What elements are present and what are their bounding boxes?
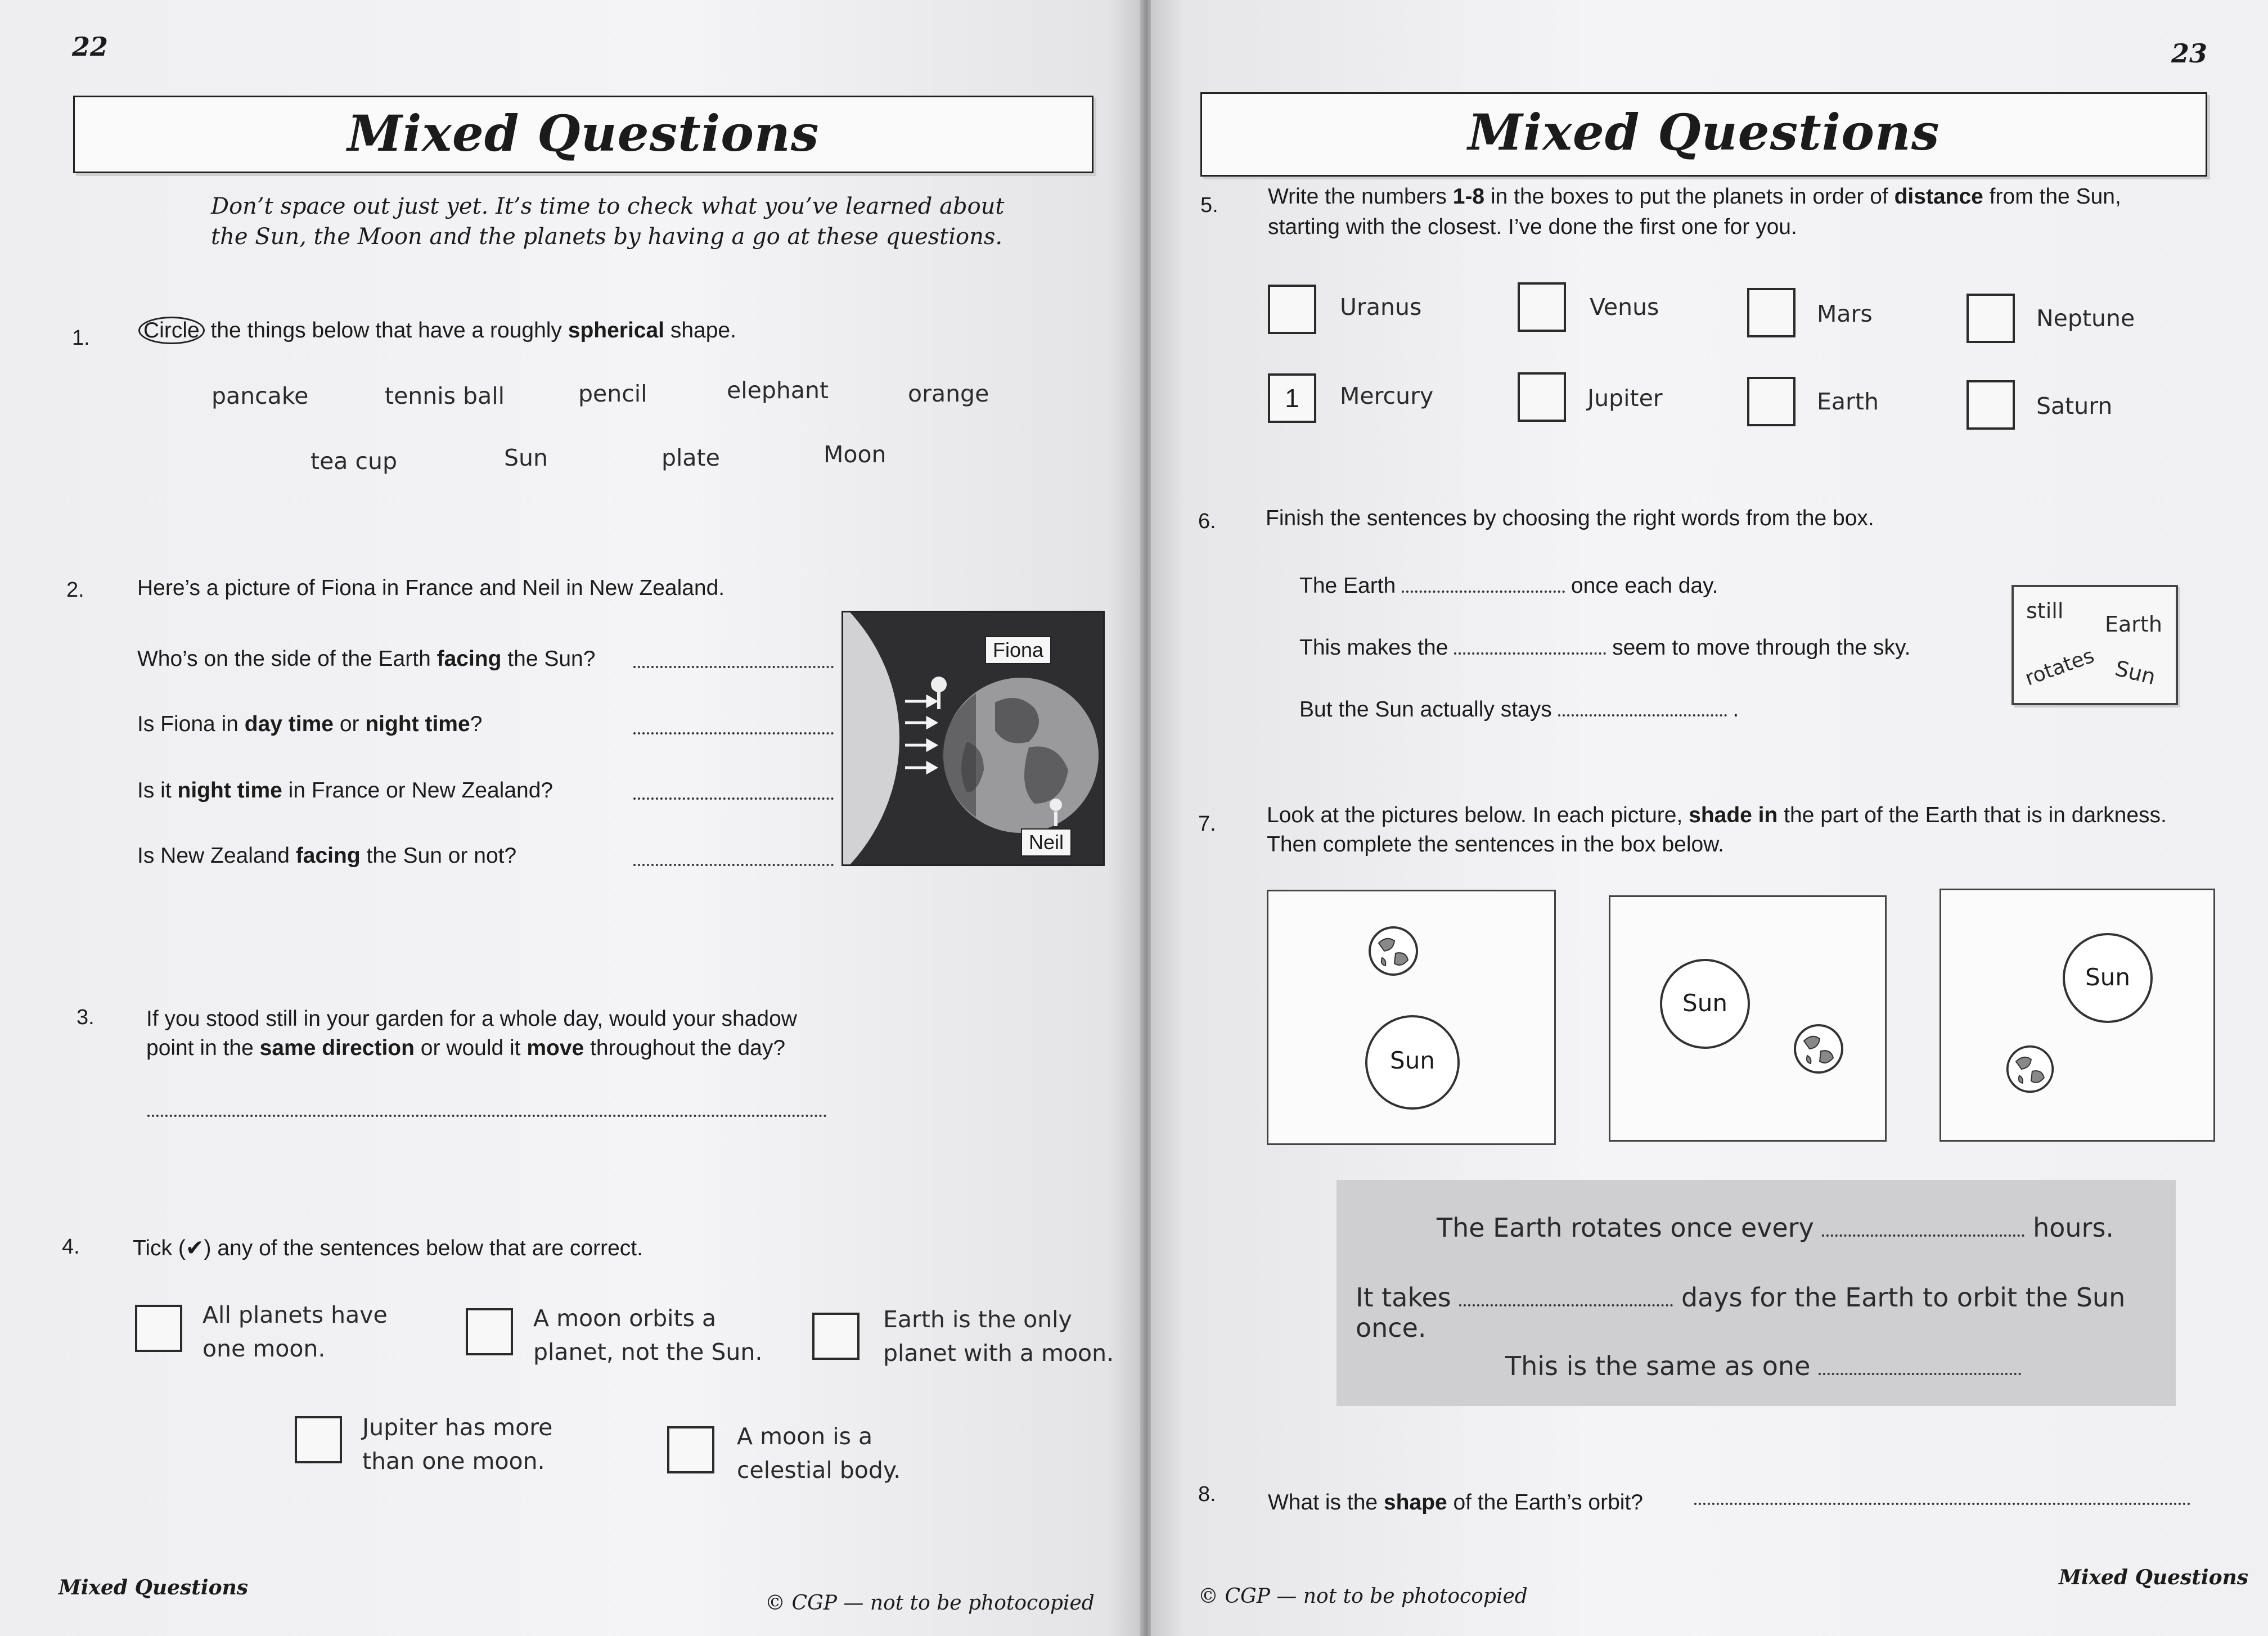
question-text-part: in France or New Zealand?	[282, 778, 554, 803]
option-line: All planets have	[202, 1301, 388, 1328]
item-moon[interactable]: Moon	[824, 441, 886, 468]
sun-circle	[2063, 933, 2153, 1023]
page-title-box	[73, 96, 1094, 173]
option-1	[202, 1298, 388, 1365]
question-text-part: the Sun or not?	[360, 844, 517, 868]
question-text-part: But the Sun actually stays	[1299, 697, 1558, 722]
bold-word: facing	[436, 647, 502, 671]
intro-line-2: the Sun, the Moon and the planets by having a go at these questions.	[211, 224, 1003, 250]
order-box-mercury[interactable]: 1	[1268, 373, 1316, 423]
question-text-part: or would it	[414, 1036, 527, 1060]
earth-icon	[1366, 924, 1420, 978]
question-3-line-1: If you stood still in your garden for a whole day, would your shadow	[146, 1007, 797, 1031]
question-text-part: seem to move through the sky.	[1606, 636, 1911, 660]
order-box-jupiter[interactable]	[1518, 372, 1566, 422]
sun-circle	[1365, 1015, 1460, 1110]
answer-line-days[interactable]	[1459, 1304, 1673, 1306]
tick-box[interactable]	[812, 1313, 860, 1360]
answer-line-hours[interactable]	[1822, 1234, 2024, 1237]
question-text-part: shape.	[664, 318, 736, 342]
answer-line-6a[interactable]	[1402, 591, 1565, 593]
sun-label: Sun	[1390, 1047, 1435, 1074]
orbit-picture-2	[1609, 895, 1887, 1142]
answer-line-8[interactable]	[1694, 1503, 2190, 1505]
question-text-part: from the Sun,	[1983, 184, 2121, 209]
question-text-part: The Earth rotates once every	[1437, 1213, 1822, 1243]
question-2a	[137, 645, 595, 674]
sun-label: Sun	[1682, 989, 1727, 1017]
summary-sentence-2	[1356, 1282, 2176, 1343]
option-line: planet with a moon.	[883, 1340, 1114, 1367]
question-8-text	[1268, 1488, 1643, 1517]
question-text-part: The Earth	[1299, 574, 1402, 598]
bold-word: day time	[244, 712, 334, 736]
tick-box[interactable]	[466, 1308, 513, 1355]
sun-label: Sun	[2085, 963, 2130, 991]
sentence-6a	[1299, 571, 1718, 601]
bold-word: spherical	[568, 318, 665, 342]
question-text-part: ?	[470, 712, 483, 736]
planet-saturn: Saturn	[2036, 393, 2113, 420]
option-4	[362, 1410, 552, 1478]
question-4-text: Tick (✔) any of the sentences below that are correct.	[133, 1236, 643, 1260]
tick-box[interactable]	[667, 1426, 714, 1473]
option-line: A moon is a	[737, 1423, 873, 1450]
question-text-part: Is it	[137, 778, 178, 803]
question-text-part: once each day.	[1565, 574, 1718, 598]
page-title: Mixed Questions	[347, 104, 820, 163]
sentence-6b	[1299, 633, 1910, 662]
question-text-part: Write the numbers	[1268, 184, 1453, 209]
question-text-part: or	[334, 712, 366, 736]
question-number: 4.	[62, 1235, 80, 1259]
option-line: than one moon.	[362, 1448, 545, 1475]
intro-line-1: Don’t space out just yet. It’s time to check what you’ve learned about	[211, 193, 1005, 219]
planet-mercury: Mercury	[1340, 382, 1434, 409]
question-5-line-2: starting with the closest. I’ve done the first one for you.	[1268, 215, 1797, 239]
question-number: 3.	[76, 1006, 94, 1029]
orbit-picture-3	[1940, 889, 2215, 1142]
footer-copyright: © CGP — not to be photocopied	[765, 1592, 1095, 1615]
footer-copyright: © CGP — not to be photocopied	[1198, 1585, 1528, 1608]
question-number: 1.	[72, 326, 90, 350]
page-title: Mixed Questions	[1468, 103, 1940, 161]
question-text-part: the things below that have a roughly	[204, 318, 568, 342]
question-text-part: Who’s on the side of the Earth	[137, 647, 437, 671]
tick-box[interactable]	[295, 1416, 342, 1463]
question-3-line-2	[146, 1034, 785, 1063]
word-earth: Earth	[2105, 612, 2162, 637]
order-box-mars[interactable]	[1747, 288, 1796, 337]
question-7-line-1	[1267, 801, 2167, 830]
question-text-part: hours.	[2024, 1213, 2114, 1243]
sun-circle	[1660, 959, 1750, 1049]
word-box	[2012, 585, 2178, 705]
question-2d	[137, 841, 516, 871]
question-number: 5.	[1200, 193, 1218, 217]
answer-line-2d[interactable]	[633, 864, 834, 866]
answer-line-2b[interactable]	[633, 732, 834, 734]
question-7-line-2: Then complete the sentences in the box below.	[1267, 832, 1725, 857]
right-page	[1151, 0, 2268, 1636]
neil-figure-icon	[1050, 799, 1062, 811]
item-orange[interactable]: orange	[908, 380, 989, 407]
item-sun[interactable]: Sun	[504, 444, 548, 471]
option-5	[737, 1419, 901, 1487]
page-number: 23	[2171, 38, 2208, 69]
footer-section: Mixed Questions	[58, 1576, 249, 1599]
bold-word: 1-8	[1452, 184, 1485, 209]
bold-word: shade in	[1689, 803, 1778, 827]
footer-section: Mixed Questions	[2059, 1566, 2249, 1589]
question-6-text: Finish the sentences by choosing the right words from the box.	[1266, 506, 1874, 530]
question-text-part: It takes	[1356, 1282, 1460, 1313]
option-line: Earth is the only	[883, 1306, 1072, 1333]
option-line: Jupiter has more	[362, 1414, 553, 1441]
option-line: one moon.	[202, 1335, 326, 1362]
question-text-part: of the Earth’s orbit?	[1447, 1490, 1643, 1515]
answer-line-same-as[interactable]	[1819, 1373, 2021, 1375]
word-sun: Sun	[2112, 655, 2158, 690]
bold-word: shape	[1383, 1490, 1447, 1515]
bold-word: same direction	[259, 1036, 415, 1060]
planet-uranus: Uranus	[1340, 294, 1422, 321]
option-line: A moon orbits a	[533, 1305, 717, 1332]
circle-word: Circle	[138, 317, 205, 344]
planet-neptune: Neptune	[2036, 305, 2135, 332]
question-text-part: This makes the	[1299, 636, 1455, 660]
question-text-part: .	[1726, 697, 1739, 722]
earth-icon	[2004, 1043, 2056, 1095]
answer-line-3[interactable]	[147, 1115, 827, 1117]
item-pencil[interactable]: pencil	[578, 380, 647, 407]
question-text-part: days for the Earth to orbit the Sun once.	[1356, 1282, 2126, 1343]
word-still: still	[2026, 598, 2064, 623]
question-text-part: in the boxes to put the planets in order of	[1484, 184, 1894, 209]
planet-venus: Venus	[1590, 294, 1659, 321]
label-neil: Neil	[1021, 828, 1072, 857]
fiona-figure-icon	[931, 677, 947, 692]
question-5-line-1	[1268, 182, 2121, 211]
summary-sentence-3	[1505, 1351, 2021, 1381]
question-number: 2.	[66, 578, 84, 602]
bold-word: night time	[365, 712, 470, 736]
option-line: planet, not the Sun.	[533, 1338, 763, 1365]
question-text-part: throughout the day?	[584, 1036, 786, 1060]
question-text-part: Look at the pictures below. In each picture,	[1267, 803, 1689, 827]
summary-box	[1336, 1180, 2176, 1406]
option-3	[883, 1303, 1114, 1370]
question-2c	[137, 776, 553, 805]
answer-line-6b[interactable]	[1454, 652, 1606, 655]
planet-jupiter: Jupiter	[1587, 385, 1663, 412]
option-2	[533, 1301, 762, 1369]
question-text-part: point in the	[146, 1036, 260, 1060]
earth-picture-svg	[843, 612, 1103, 864]
bold-word: facing	[295, 844, 361, 868]
planet-earth: Earth	[1817, 388, 1879, 415]
order-box-neptune[interactable]	[1966, 294, 2015, 343]
item-pancake[interactable]: pancake	[212, 382, 309, 409]
question-text-part: the Sun?	[501, 647, 596, 671]
item-elephant[interactable]: elephant	[727, 377, 829, 404]
orbit-picture-1	[1267, 890, 1556, 1145]
question-2-intro: Here’s a picture of Fiona in France and Neil in New Zealand.	[137, 576, 725, 600]
item-tea-cup[interactable]: tea cup	[310, 448, 398, 475]
bold-word: distance	[1894, 184, 1983, 209]
question-2b	[137, 710, 482, 739]
question-text-part: Is New Zealand	[137, 844, 296, 868]
earth-sun-picture	[842, 611, 1105, 866]
order-box-venus[interactable]	[1518, 282, 1566, 332]
question-text-part: Is Fiona in	[137, 712, 245, 736]
answer-line-2c[interactable]	[633, 797, 834, 800]
summary-sentence-1	[1437, 1213, 2114, 1243]
question-text-part: What is the	[1268, 1490, 1384, 1515]
earth-icon	[1792, 1022, 1846, 1076]
order-box-uranus[interactable]	[1268, 285, 1316, 334]
sentence-6c	[1299, 695, 1739, 724]
answer-line-6c[interactable]	[1558, 714, 1727, 716]
question-1-text	[138, 316, 736, 345]
question-text-part: This is the same as one	[1505, 1351, 1819, 1381]
intro-text	[211, 191, 1055, 252]
word-rotates: rotates	[2022, 644, 2098, 691]
question-number: 7.	[1198, 812, 1216, 836]
page-number: 22	[72, 31, 109, 62]
bold-word: move	[526, 1036, 584, 1060]
planet-mars: Mars	[1817, 300, 1873, 327]
option-line: celestial body.	[737, 1457, 901, 1484]
bold-word: night time	[177, 778, 282, 803]
page-title-box	[1200, 92, 2207, 177]
label-fiona: Fiona	[985, 636, 1051, 664]
item-tennis-ball[interactable]: tennis ball	[385, 382, 505, 409]
question-text-part: the part of the Earth that is in darkness.	[1778, 803, 2167, 827]
answer-line-2a[interactable]	[633, 666, 834, 668]
question-number: 8.	[1198, 1482, 1216, 1506]
question-number: 6.	[1198, 510, 1216, 533]
tick-box[interactable]	[135, 1305, 182, 1352]
order-box-earth[interactable]	[1747, 377, 1796, 426]
order-box-saturn[interactable]	[1966, 380, 2015, 430]
item-plate[interactable]: plate	[662, 444, 720, 471]
